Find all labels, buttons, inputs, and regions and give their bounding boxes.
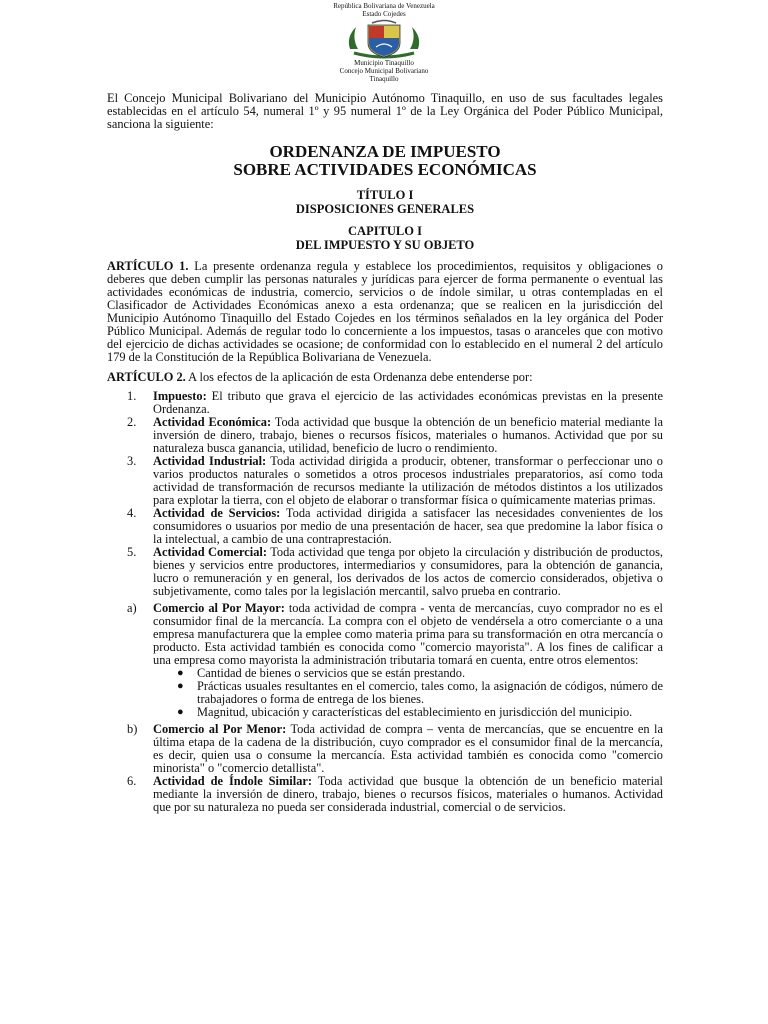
- letterhead-republic: República Bolivariana de Venezuela: [333, 2, 435, 10]
- letterhead-city: Tinaquillo: [369, 75, 399, 83]
- capitulo-name: DEL IMPUESTO Y SU OBJETO: [295, 238, 475, 252]
- list-item: 2. Actividad Económica: Toda actividad que busque la obtención de un beneficio material mediante la inversión de dinero, trabajo, bienes o recursos físicos, materiales o humanos. Actividad que por su naturaleza busca ganancia, utilidad, beneficio de lucro o rendimiento.: [127, 415, 663, 455]
- article-1-text: La presente ordenanza regula y establece los procedimientos, requisitos y obligaciones o deberes que deben cumplir las personas naturales y jurídicas para ejercer de forma permanente o eventual las actividades económicas de industria, comercio, servicios o de índole similar, u otras contempladas en el Clasificador de Actividades Económicas anexo a esta ordenanza; que se realicen en la jurisdicción del Municipio Autónomo Tinaquillo del Estado Cojedes en los términos señalados en la ley orgánica del Poder Público Municipal. Además de regular todo lo concerniente a los impuestos, tasas o aranceles que con motivo del ejercicio de dichas actividades se ocasione; de conformidad con lo establecido en el numeral 2 del artículo 179 de la Constitución de la República Bolivariana de Venezuela.: [107, 259, 664, 364]
- term: Actividad Comercial:: [153, 545, 267, 559]
- list-item: 4. Actividad de Servicios: Toda actividad dirigida a satisfacer las necesidades convenientes de los consumidores o usuarios por medio de una presentación de hacer, sea que predomine la labor física o la intelectual, a cambio de una contraprestación.: [127, 506, 663, 546]
- article-1: [107, 260, 663, 364]
- term: Actividad de Servicios:: [153, 506, 281, 520]
- list-item: 1. Impuesto: El tributo que grava el ejercicio de las actividades económicas previstas en la presente Ordenanza.: [127, 389, 663, 416]
- letterhead: [0, 2, 768, 83]
- bullet-list: [107, 667, 663, 719]
- letterhead-state: Estado Cojedes: [362, 10, 406, 18]
- bullet-icon: ●: [177, 680, 184, 692]
- term: Comercio al Por Mayor:: [153, 601, 285, 615]
- bullet-icon: ●: [177, 667, 184, 679]
- term: Impuesto:: [153, 389, 207, 403]
- definitions-list: [107, 390, 663, 814]
- coat-of-arms-icon: [342, 19, 426, 59]
- list-item: 5. Actividad Comercial: Toda actividad que tenga por objeto la circulación y distribución de productos, bienes y servicios entre productores, intermediarios y consumidores, para la obtención de ganancia, lucro o remuneración y en general, los derivados de los actos de comercio considerados, objetiva o subjetivamente, como tales por la legislación mercantil, salvo prueba en contrario.: [127, 545, 663, 598]
- bullet-item: ● Prácticas usuales resultantes en el comercio, tales como, la asignación de códigos, número de trabajadores o forma de entrega de los bienes.: [177, 679, 663, 706]
- article-2: [107, 371, 663, 384]
- document-body: [107, 92, 663, 814]
- letterhead-concejo: Concejo Municipal Bolivariano: [339, 67, 429, 75]
- list-item: a) Comercio al Por Mayor: toda actividad de compra - venta de mercancías, cuyo comprador no es el consumidor final de la mercancía. La compra con el objeto de vendérsela a otro comerciante o a una empresa manufacturera que la emplee como materia prima para su transformación en otra mercancía o producto. Esta actividad también es conocida como "comercio mayorista". A los fines de calificar a una empresa como mayorista la administración tributaria tomará en cuenta, entre otros elementos:: [127, 601, 663, 667]
- term: Actividad Industrial:: [153, 454, 267, 468]
- ordinance-title-line2: SOBRE ACTIVIDADES ECONÓMICAS: [233, 160, 537, 179]
- letterhead-municipio: Municipio Tinaquillo: [354, 59, 414, 67]
- capitulo-heading: CAPITULO I: [348, 224, 422, 238]
- titulo-heading: TÍTULO I: [356, 188, 414, 202]
- term: Comercio al Por Menor:: [153, 722, 287, 736]
- term: Actividad Económica:: [153, 415, 272, 429]
- term: Actividad de Índole Similar:: [153, 774, 313, 788]
- article-2-label: ARTÍCULO 2.: [107, 370, 186, 384]
- bullet-icon: ●: [177, 706, 184, 718]
- list-item: b) Comercio al Por Menor: Toda actividad de compra – venta de mercancías, que se encuentre en la última etapa de la cadena de la distribución, cuyo comprador es el consumidor final de la mercancía, es decir, quien usa o consume la mercancía. Esta actividad también es conocida como "comercio minorista" o "comercio detallista".: [127, 722, 663, 775]
- list-item: 6. Actividad de Índole Similar: Toda actividad que busque la obtención de un beneficio material mediante la inversión de dinero, trabajo, bienes o recursos físicos, materiales o humanos. Actividad que por su naturaleza no pueda ser considerada industrial, comercial o de servicios.: [127, 774, 663, 814]
- article-1-label: ARTÍCULO 1.: [107, 259, 189, 273]
- intro-paragraph: El Concejo Municipal Bolivariano del Municipio Autónomo Tinaquillo, en uso de sus facultades legales establecidas en el artículo 54, numeral 1º y 95 numeral 1º de la Ley Orgánica del Poder Público Municipal, sanciona la siguiente:: [107, 91, 663, 131]
- bullet-item: ● Magnitud, ubicación y características del establecimiento en jurisdicción del municipio.: [177, 705, 633, 719]
- ordinance-title-line1: ORDENANZA DE IMPUESTO: [269, 142, 501, 161]
- article-2-text: A los efectos de la aplicación de esta Ordenanza debe entenderse por:: [185, 370, 533, 384]
- titulo-name: DISPOSICIONES GENERALES: [295, 202, 475, 216]
- bullet-item: ● Cantidad de bienes o servicios que se están prestando.: [177, 666, 466, 680]
- list-item: 3. Actividad Industrial: Toda actividad dirigida a producir, obtener, transformar o perfeccionar uno o varios productos naturales o sometidos a otros procesos industriales preparatorios, así como toda actividad de transformación de recursos mediante la utilización de métodos distintos a los utilizados para explotar la tierra, con el objeto de elaborar o transformar física o químicamente materias primas.: [127, 454, 663, 507]
